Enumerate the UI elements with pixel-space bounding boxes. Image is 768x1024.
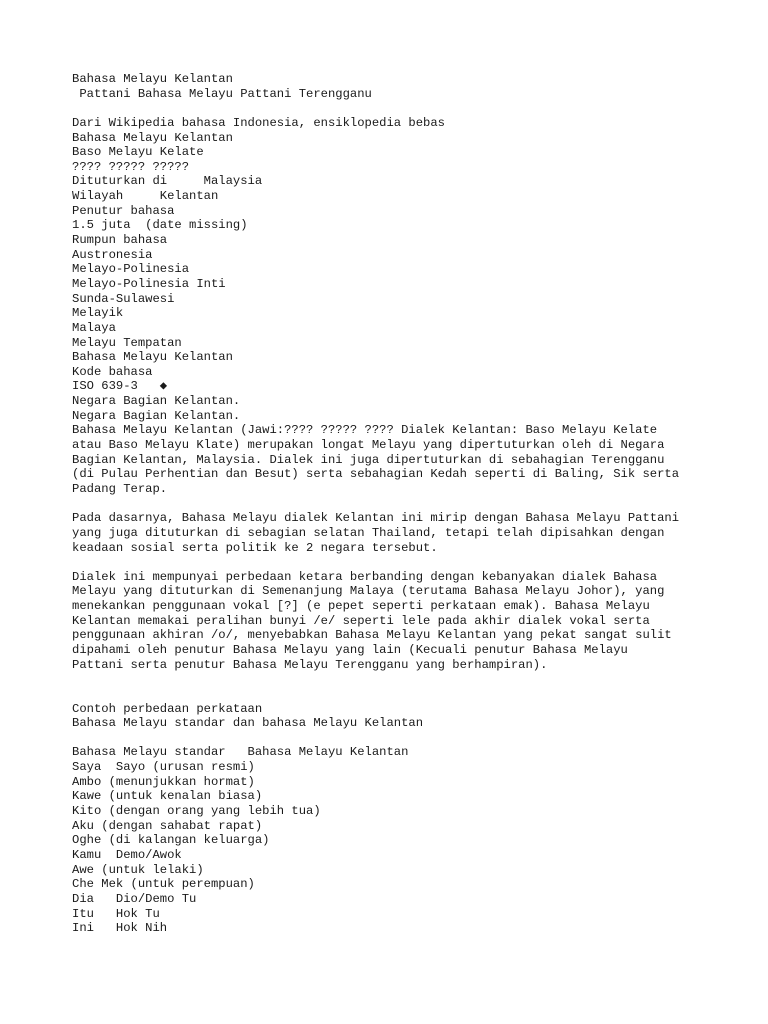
text-line: Bahasa Melayu Kelantan: [72, 350, 233, 365]
text-line: keadaan sosial serta politik ke 2 negara tersebut.: [72, 540, 438, 555]
blank-line: [72, 672, 712, 687]
text-line: Baso Melayu Kelate: [72, 145, 204, 160]
text-line: Kawe (untuk kenalan biasa): [72, 789, 263, 804]
text-line: Aku (dengan sahabat rapat): [72, 818, 263, 833]
text-line: Penutur bahasa: [72, 203, 175, 218]
text-line: ???? ????? ?????: [72, 159, 190, 174]
text-line: Bahasa Melayu standar dan bahasa Melayu Kelantan: [72, 716, 424, 731]
text-line: Dialek ini mempunyai perbedaan ketara berbanding dengan kebanyakan dialek Bahasa: [72, 569, 658, 584]
text-line: Saya Sayo (urusan resmi): [72, 760, 255, 775]
text-line: Kode bahasa: [72, 364, 153, 379]
blank-line: [72, 687, 712, 702]
text-line: Melayik: [72, 306, 124, 321]
blank-line: [72, 101, 712, 116]
text-line: Negara Bagian Kelantan.: [72, 394, 241, 409]
text-line: Bahasa Melayu Kelantan (Jawi:???? ????? ???? Dialek Kelantan: Baso Melayu Kelate: [72, 423, 658, 438]
text-line: Bahasa Melayu Kelantan: [72, 72, 233, 86]
text-line: Kamu Demo/Awok: [72, 847, 182, 862]
text-line: Dari Wikipedia bahasa Indonesia, ensiklopedia bebas: [72, 115, 445, 130]
text-line: Bahasa Melayu Kelantan: [72, 130, 233, 145]
text-line: Wilayah Kelantan: [72, 189, 219, 204]
text-line: (di Pulau Perhentian dan Besut) serta sebahagian Kedah seperti di Baling, Sik serta: [72, 467, 680, 482]
text-line: Melayo-Polinesia Inti: [72, 276, 226, 291]
text-line: Ini Hok Nih: [72, 921, 168, 936]
text-line: Pattani Bahasa Melayu Pattani Terengganu: [72, 86, 372, 101]
text-line: ISO 639-3 ◆: [72, 379, 168, 394]
text-line: Ambo (menunjukkan hormat): [72, 774, 255, 789]
text-line: Contoh perbedaan perkataan: [72, 701, 263, 716]
text-line: Kelantan memakai peralihan bunyi /e/ seperti lele pada akhir dialek vokal serta: [72, 613, 650, 628]
text-line: Pattani serta penutur Bahasa Melayu Terengganu yang berhampiran).: [72, 657, 548, 672]
text-line: Rumpun bahasa: [72, 233, 168, 248]
text-line: Negara Bagian Kelantan.: [72, 408, 241, 423]
text-line: Melayo-Polinesia: [72, 262, 190, 277]
text-line: Austronesia: [72, 247, 153, 262]
text-line: Padang Terap.: [72, 481, 168, 496]
text-line: Melayu yang dituturkan di Semenanjung Malaya (terutama Bahasa Melayu Johor), yang: [72, 584, 665, 599]
text-line: Bagian Kelantan, Malaysia. Dialek ini juga dipertuturkan di sebahagian Terengganu: [72, 452, 665, 467]
blank-line: [72, 731, 712, 746]
text-line: Sunda-Sulawesi: [72, 291, 175, 306]
text-line: yang juga dituturkan di sebagian selatan Thailand, tetapi telah dipisahkan dengan: [72, 525, 665, 540]
text-line: atau Baso Melayu Klate) merupakan longat Melayu yang dipertuturkan oleh di Negara: [72, 438, 665, 453]
text-line: Dia Dio/Demo Tu: [72, 891, 197, 906]
text-line: Che Mek (untuk perempuan): [72, 877, 255, 892]
text-line: Kito (dengan orang yang lebih tua): [72, 804, 321, 819]
text-line: Malaya: [72, 320, 116, 335]
text-line: Pada dasarnya, Bahasa Melayu dialek Kelantan ini mirip dengan Bahasa Melayu Pattani: [72, 511, 680, 526]
text-line: dipahami oleh penutur Bahasa Melayu yang lain (Kecuali penutur Bahasa Melayu: [72, 642, 628, 657]
document-body: [72, 72, 712, 936]
blank-line: [72, 497, 712, 512]
text-line: Itu Hok Tu: [72, 906, 160, 921]
blank-line: [72, 555, 712, 570]
text-line: 1.5 juta (date missing): [72, 218, 248, 233]
text-line: Awe (untuk lelaki): [72, 862, 204, 877]
text-line: Melayu Tempatan: [72, 335, 182, 350]
text-line: Oghe (di kalangan keluarga): [72, 833, 270, 848]
text-line: menekankan penggunaan vokal [?] (e pepet seperti perkataan emak). Bahasa Melayu: [72, 599, 650, 614]
text-line: penggunaan akhiran /o/, menyebabkan Bahasa Melayu Kelantan yang pekat sangat sulit: [72, 628, 672, 643]
text-line: Bahasa Melayu standar Bahasa Melayu Kelantan: [72, 745, 409, 760]
text-line: Dituturkan di Malaysia: [72, 174, 263, 189]
